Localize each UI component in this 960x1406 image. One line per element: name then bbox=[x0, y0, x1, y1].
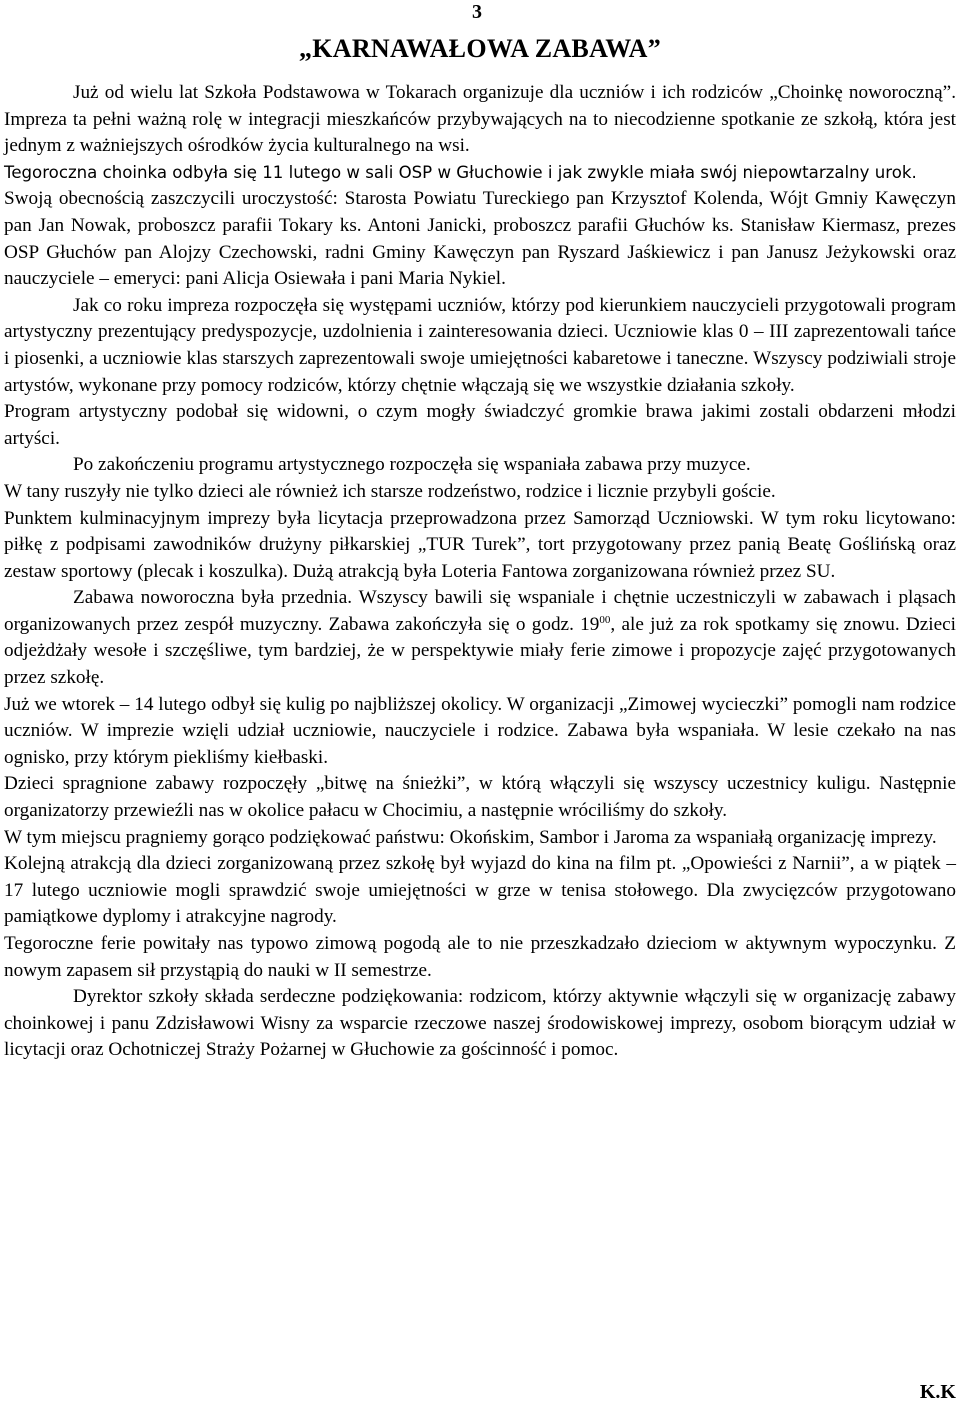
party-summary-text-a: Zabawa noworoczna była przednia. Wszyscy bawili się wspaniale i chętnie uczestniczyli w zabawach i pląsach organizowanych przez zespół muzyczny. Zabawa zakończyła się o godz. 19 bbox=[4, 587, 956, 635]
paragraph-party-summary bbox=[4, 585, 956, 691]
paragraph-snowball-fight: Dzieci spragnione zabawy rozpoczęły „bitwę na śnieżki”, w którą włączyli się wszyscy uczestnicy kuligu. Następnie organizatorzy przewieźli nas w okolice pałacu w Chocimiu, a następnie wróciliśmy do szkoły. bbox=[4, 773, 956, 822]
paragraph-intro: Już od wielu lat Szkoła Podstawowa w Tokarach organizuje dla uczniów i ich rodziców „Choinkę noworoczną”. Impreza ta pełni ważną rolę w integracji mieszkańców przybywających na to niecodzienne spotkanie ze szkołą, która jest jednym z ważniejszych ośrodków życia kulturalnego na wsi. bbox=[4, 82, 956, 157]
article-title: „KARNAWAŁOWA ZABAWA” bbox=[298, 34, 662, 63]
paragraph-winter-break: Tegoroczne ferie powitały nas typowo zimową pogodą ale to nie przeszkadzało dzieciom w aktywnym wypoczynku. Z nowym zapasem sił przystąpią do nauki w II semestrze. bbox=[4, 933, 956, 981]
paragraph-performances: Jak co roku impreza rozpoczęła się występami uczniów, którzy pod kierunkiem nauczycieli przygotowali program artystyczny prezentujący predyspozycje, uzdolnienia i zainteresowania dzieci. Uczniowie klas 0 – III zaprezentowali tańce i piosenki, a uczniowie klas starszych zaprezentowali swoje umiejętności kabaretowe i taneczne. Wszyscy podziwiali stroje artystów, wykonane przy pomocy rodziców, którzy chętnie włączają się we wszystkie działania szkoły. bbox=[4, 294, 956, 396]
party-summary-text-b: , ale już za rok spotkamy się znowu. Dzieci odjeżdżały wesołe i szczęśliwe, tym bardziej, że w perspektywie miały ferie zimowe i propozycje zajęć przygotowanych przez szkołę. bbox=[4, 613, 956, 689]
paragraph-date: Tegoroczna choinka odbyła się 11 lutego w sali OSP w Głuchowie i jak zwykle miała swój niepowtarzalny urok. bbox=[4, 162, 917, 182]
author-signature: K.K bbox=[919, 1381, 956, 1403]
time-minutes-superscript: 00 bbox=[599, 613, 611, 626]
paragraph-cinema: Kolejną atrakcją dla dzieci zorganizowaną przez szkołę był wyjazd do kina na film pt. „Opowieści z Narnii”, a w piątek – 17 lutego uczniowie mogli sprawdzić swoje umiejętności w grze w tenisa stołowego. Dla zwycięzców przygotowano pamiątkowe dyplomy i atrakcyjne nagrody. bbox=[4, 853, 956, 928]
paragraph-applause: Program artystyczny podobał się widowni, o czym mogły świadczyć gromkie brawa jakimi zostali obdarzeni młodzi artyści. bbox=[4, 401, 956, 449]
paragraph-auction: Punktem kulminacyjnym imprezy była licytacja przeprowadzona przez Samorząd Uczniowski. W tym roku licytowano: piłkę z podpisami zawodników drużyny piłkarskiej „TUR Turek”, tort przygotowany przez panią Beatę Goślińską oraz zestaw sportowy (plecak i koszulka). Dużą atrakcją była Loteria Fantowa zorganizowana również przez SU. bbox=[4, 507, 956, 582]
page-number: 3 bbox=[472, 1, 482, 23]
paragraph-sleigh-ride: Już we wtorek – 14 lutego odbył się kulig po najbliższej okolicy. W organizacji „Zimowej wycieczki” pomogli nam rodzice uczniów. W imprezie wzięli udział uczniowie, nauczyciele i rodzice. Zabawa była wspaniała. W lesie czekało na nas ognisko, przy którym piekliśmy kiełbaski. bbox=[4, 693, 956, 768]
paragraph-thanks-parents: W tym miejscu pragniemy gorąco podziękować państwu: Okońskim, Sambor i Jaroma za wspaniałą organizację imprezy. bbox=[4, 826, 937, 848]
paragraph-party-start: Po zakończeniu programu artystycznego rozpoczęła się wspaniała zabawa przy muzyce. bbox=[73, 454, 751, 476]
paragraph-director-thanks: Dyrektor szkoły składa serdeczne podziękowania: rodzicom, którzy aktywnie włączyli się w organizację zabawy choinkowej i panu Zdzisławowi Wisny za wsparcie rzeczowe naszej środowiskowej imprezy, osobom biorącym udział w licytacji oraz Ochotniczej Straży Pożarnej w Głuchowie za gościnność i pomoc. bbox=[4, 986, 956, 1061]
paragraph-dancing: W tany ruszyły nie tylko dzieci ale również ich starsze rodzeństwo, rodzice i licznie przybyli goście. bbox=[4, 480, 776, 502]
article-body bbox=[4, 80, 956, 1064]
paragraph-guests: Swoją obecnością zaszczycili uroczystość: Starosta Powiatu Tureckiego pan Krzysztof Kolenda, Wójt Gmniy Kawęczyn pan Jan Nowak, proboszcz parafii Tokary ks. Antoni Janicki, proboszcz parafii Głuchów ks. Stanisław Kiermasz, prezes OSP Głuchów pan Alojzy Czechowski, radni Gminy Kawęczyn pan Ryszard Jaśkiewicz i pan Janusz Jeżykowski oraz nauczyciele – emeryci: pani Alicja Osiewała i pani Maria Nykiel. bbox=[4, 188, 956, 290]
